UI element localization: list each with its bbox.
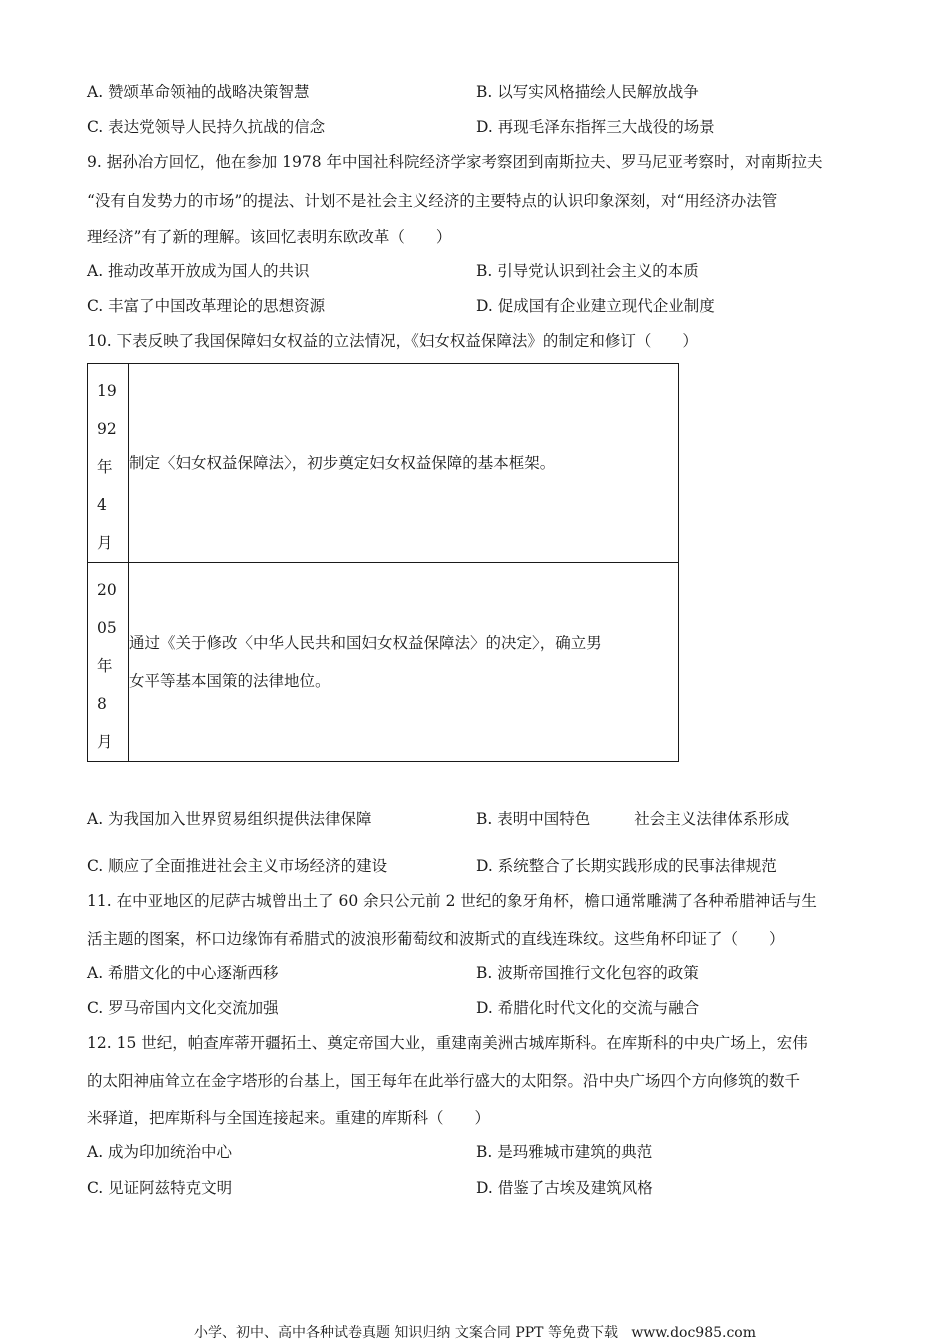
q9-stem-line-2: “没有自发势力的市场”的提法、计划不是社会主义经济的主要特点的认识印象深刻，对“用经济办法管 (87, 192, 778, 210)
footer-text: 小学、初中、高中各种试卷真题 知识归纳 文案合同 PPT 等免费下载 (193, 1325, 618, 1341)
q12-option-a: A. 成为印加统治中心 (87, 1143, 233, 1161)
q12-option-c: C. 见证阿兹特克文明 (87, 1179, 233, 1197)
table-date-cell (88, 364, 129, 563)
q10-option-b-part-2: 社会主义法律体系形成 (634, 810, 790, 828)
q11-option-d: D. 希腊化时代文化的交流与融合 (476, 999, 700, 1017)
table-date-cell (88, 563, 129, 762)
q9-stem-line-1: 9. 据孙冶方回忆，他在参加 1978 年中国社科院经济学家考察团到南斯拉夫、罗马尼亚考察时，对南斯拉夫 (87, 153, 823, 171)
table-date-2005: 20 05 年 8 月 (97, 581, 117, 751)
q10-option-a: A. 为我国加入世界贸易组织提供法律保障 (87, 810, 372, 828)
q12-option-b: B. 是玛雅城市建筑的典范 (476, 1143, 653, 1161)
q10-option-d: D. 系统整合了长期实践形成的民事法律规范 (476, 857, 777, 875)
q10-option-c: C. 顺应了全面推进社会主义市场经济的建设 (87, 857, 388, 875)
table-content-1992: 制定〈妇女权益保障法〉，初步奠定妇女权益保障的基本框架。 (129, 454, 556, 472)
q9-option-d: D. 促成国有企业建立现代企业制度 (476, 297, 715, 315)
table-content-cell (129, 364, 679, 563)
q12-stem-line-3: 米驿道，把库斯科与全国连接起来。重建的库斯科（ ） (87, 1109, 491, 1127)
q11-option-a: A. 希腊文化的中心逐渐西移 (87, 964, 279, 982)
q10-option-b-part-1: B. 表明中国特色 (476, 810, 591, 828)
q9-stem-line-3: 理经济”有了新的理解。该回忆表明东欧改革（ ） (87, 228, 452, 246)
legislation-table (87, 363, 679, 762)
q8-option-b: B. 以写实风格描绘人民解放战争 (476, 83, 699, 101)
q9-option-c: C. 丰富了中国改革理论的思想资源 (87, 297, 326, 315)
q10-option-b (476, 809, 789, 829)
table-content-2005-line-1: 通过《关于修改〈中华人民共和国妇女权益保障法〉的决定〉，确立男 (129, 634, 602, 652)
footer-site-link[interactable]: www.doc985.com (631, 1325, 757, 1341)
q8-option-d: D. 再现毛泽东指挥三大战役的场景 (476, 118, 715, 136)
table-content-2005-line-2: 女平等基本国策的法律地位。 (129, 672, 331, 690)
q8-option-a: A. 赞颂革命领袖的战略决策智慧 (87, 83, 310, 101)
table-date-1992: 19 92 年 4 月 (97, 382, 117, 552)
page-footer (0, 1322, 950, 1342)
q11-stem-line-2: 活主题的图案，杯口边缘饰有希腊式的波浪形葡萄纹和波斯式的直线连珠纹。这些角杯印证了（ ） (87, 930, 785, 948)
q12-option-d: D. 借鉴了古埃及建筑风格 (476, 1179, 653, 1197)
table-row (88, 364, 679, 563)
q9-option-a: A. 推动改革开放成为国人的共识 (87, 262, 310, 280)
q11-option-b: B. 波斯帝国推行文化包容的政策 (476, 964, 699, 982)
q11-option-c: C. 罗马帝国内文化交流加强 (87, 999, 279, 1017)
q8-option-c: C. 表达党领导人民持久抗战的信念 (87, 118, 326, 136)
q11-stem-line-1: 11. 在中亚地区的尼萨古城曾出土了 60 余只公元前 2 世纪的象牙角杯，檐口通常雕满了各种希腊神话与生 (87, 892, 817, 910)
table-content-cell (129, 563, 679, 762)
q12-stem-line-2: 的太阳神庙耸立在金字塔形的台基上，国王每年在此举行盛大的太阳祭。沿中央广场四个方向修筑的数千 (87, 1072, 801, 1090)
table-row (88, 563, 679, 762)
q12-stem-line-1: 12. 15 世纪，帕查库蒂开疆拓土、奠定帝国大业，重建南美洲古城库斯科。在库斯科的中央广场上，宏伟 (87, 1034, 808, 1052)
q9-option-b: B. 引导党认识到社会主义的本质 (476, 262, 699, 280)
q10-stem: 10. 下表反映了我国保障妇女权益的立法情况，《妇女权益保障法》的制定和修订（ ） (87, 332, 698, 350)
